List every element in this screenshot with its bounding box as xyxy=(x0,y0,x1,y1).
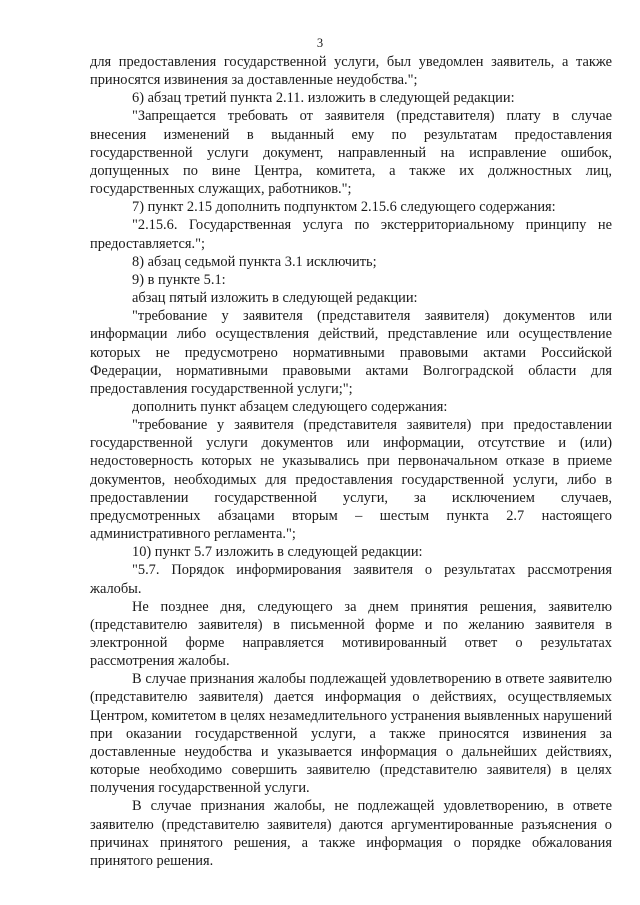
document-body xyxy=(90,53,612,870)
paragraph: 9) в пункте 5.1: xyxy=(132,271,226,288)
paragraph: В случае признания жалобы, не подлежащей удовлетворению, в ответе заявителю (представителю заявителя) даются аргументированные разъяснения о причинах принятого решения, а также информация о порядке обжалования принятого решения. xyxy=(90,798,612,869)
paragraph: "5.7. Порядок информирования заявителя о результатах рассмотрения жалобы. xyxy=(90,562,612,597)
paragraph: "требование у заявителя (представителя заявителя) документов или информации либо осуществления действий, представление или осуществление которых не предусмотрено нормативными правовыми актами Российской Федерации, нормативными правовыми актами Волгоградской области для предоставления государственной услуги;"; xyxy=(90,308,612,397)
paragraph: 7) пункт 2.15 дополнить подпунктом 2.15.6 следующего содержания: xyxy=(132,199,556,216)
paragraph: В случае признания жалобы подлежащей удовлетворению в ответе заявителю (представителю заявителя) дается информация о действиях, осуществляемых Центром, комитетом в целях незамедлительного устранения выявленных нарушений при оказании государственной услуги, а также приносятся извинения за доставленные неудобства и указывается информация о дальнейших действиях, которые необходимо совершить заявителю (представителю заявителя) в целях получения государственной услуги. xyxy=(90,671,612,797)
paragraph: Не позднее дня, следующего за днем принятия решения, заявителю (представителю заявителя) в письменной форме и по желанию заявителя в электронной форме направляется мотивированный ответ о результатах рассмотрения жалобы. xyxy=(90,598,612,670)
paragraph: для предоставления государственной услуги, был уведомлен заявитель, а также приносятся извинения за доставленные неудобства."; xyxy=(90,54,612,89)
paragraph: 10) пункт 5.7 изложить в следующей редакции: xyxy=(132,544,423,561)
paragraph: "2.15.6. Государственная услуга по экстерриториальному принципу не предоставляется."; xyxy=(90,217,612,252)
page-number: 3 xyxy=(316,36,324,50)
paragraph: абзац пятый изложить в следующей редакции: xyxy=(132,290,418,307)
paragraph: дополнить пункт абзацем следующего содержания: xyxy=(132,398,448,415)
paragraph: 6) абзац третий пункта 2.11. изложить в следующей редакции: xyxy=(132,90,515,107)
paragraph: 8) абзац седьмой пункта 3.1 исключить; xyxy=(132,253,377,270)
paragraph: "Запрещается требовать от заявителя (представителя) плату в случае внесения изменений в выданный ему по результатам предоставления государственной услуги документ, направленный на исправление ошибок, допущенных по вине Центра, комитета, а также их должностных лиц, государственных служащих, работников."; xyxy=(90,108,612,198)
paragraph: "требование у заявителя (представителя заявителя) при предоставлении государственной услуги документов или информации, отсутствие и (или) недостоверность которых не указывались при первоначальном отказе в приеме документов, необходимых для предоставления государственной услуги, либо в предоставлении государственной услуги, за исключением случаев, предусмотренных абзацами вторым – шестым пункта 2.7 настоящего административного регламента."; xyxy=(90,417,612,543)
